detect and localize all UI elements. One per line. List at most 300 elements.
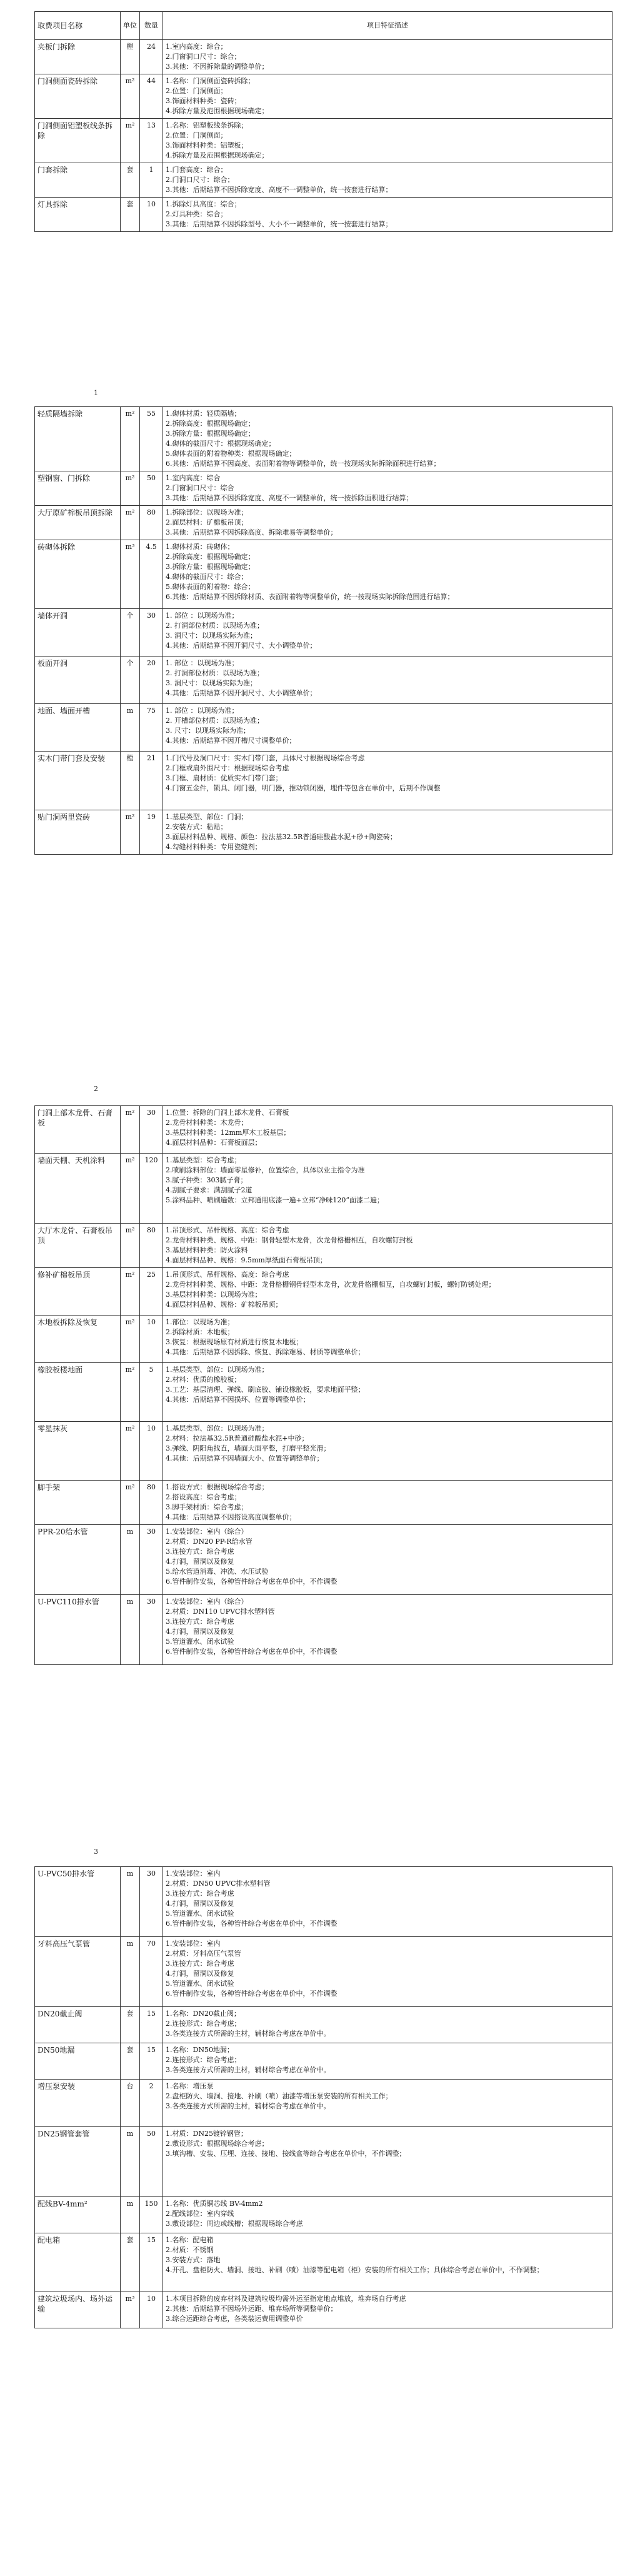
item-description (163, 1525, 612, 1595)
description-line: 4.其他：后期结算不因损坏、位置等调整单价； (166, 1396, 310, 1404)
item-quantity: 80 (140, 1481, 163, 1525)
description-line: 3.连接方式：综合考虑 (166, 1618, 234, 1626)
table-row (35, 407, 612, 471)
item-name: 脚手架 (35, 1481, 121, 1525)
description-line: 4.其他：后期结算不因搭设高度调整单价； (166, 1513, 296, 1521)
description-line: 5.涂料品种、喷刷遍数：立邦通用底漆一遍+立邦“净味120”面漆二遍； (166, 1196, 384, 1204)
description-line: 2.材质：DN20 PP-R给水管 (166, 1537, 252, 1546)
description-line: 1.砌体材质：轻质隔墙； (166, 410, 241, 418)
description-line: 3.其他：后期结算不因拆除宽度、高度不一调整单价，统一按拆除面积进行结算； (166, 494, 413, 502)
description-line: 1.安装部位：室内 (166, 1940, 221, 1948)
item-name: 修补矿棉板吊顶 (35, 1268, 121, 1316)
item-name: 灯具拆除 (35, 198, 121, 232)
description-line: 1. 部位 ：以现场为准； (166, 659, 239, 667)
description-line: 1.安装部位：室内 (166, 1869, 221, 1878)
description-line: 2.材质：不锈钢 (166, 2246, 214, 2254)
item-quantity: 50 (140, 471, 163, 506)
description-line: 2. 开槽部位材质：以现场为准； (166, 717, 264, 725)
table-row (35, 810, 612, 855)
description-line: 3.饰面材料种类：瓷砖； (166, 97, 241, 105)
description-line: 5.给水管道消毒、冲洗、水压试验 (166, 1567, 269, 1576)
item-description (163, 2007, 612, 2043)
description-line: 2.盘柜防火、墙洞、接地、补刷（喷）油漆等增压泵安装的所有相关工作； (166, 2092, 392, 2100)
item-quantity: 19 (140, 810, 163, 855)
item-unit: 樘 (121, 40, 140, 74)
description-line: 2.灯具种类：综合； (166, 210, 228, 218)
item-unit: m (121, 704, 140, 752)
item-quantity: 120 (140, 1154, 163, 1224)
item-name: 实木门带门套及安装 (35, 752, 121, 810)
item-unit: 套 (121, 2043, 140, 2080)
item-unit: m³ (121, 540, 140, 609)
description-line: 1.名称：配电箱 (166, 2236, 214, 2244)
item-unit: m² (121, 1106, 140, 1154)
description-line: 3.连接方式：综合考虑 (166, 1960, 234, 1968)
item-unit: 樘 (121, 752, 140, 810)
description-line: 6.其他：后期结算不因高度、表面附着物等调整单价，统一按现场实际拆除面积进行结算； (166, 460, 441, 468)
table-row (35, 471, 612, 506)
description-line: 1.吊顶形式、吊杆规格、高度：综合考虑 (166, 1270, 289, 1279)
description-line: 3.基层材料种类：防火涂料 (166, 1246, 248, 1254)
item-name: 门洞上部木龙骨、石膏板 (35, 1106, 121, 1154)
item-name: 墙面天棚、天机涂料 (35, 1154, 121, 1224)
page-mark-2: 2 (94, 1085, 98, 1093)
description-line: 3.连接方式：综合考虑 (166, 1547, 234, 1556)
item-unit: m² (121, 1268, 140, 1316)
item-quantity: 25 (140, 1268, 163, 1316)
table-row (35, 119, 612, 163)
item-quantity: 70 (140, 1937, 163, 2007)
description-line: 2.龙骨材料种类：木龙骨； (166, 1119, 248, 1127)
description-line: 2.材质：DN50 UPVC排水塑料管 (166, 1879, 271, 1888)
description-line: 4.拆除方量及范围根据现场确定； (166, 151, 269, 159)
item-name: 零星抹灰 (35, 1422, 121, 1481)
description-line: 1.室内高度：综合 (166, 474, 221, 482)
description-line: 2.材料：优质的橡胶板； (166, 1376, 241, 1384)
description-line: 1.名称：DN50地漏； (166, 2046, 234, 2054)
description-line: 2.门洞口尺寸：综合； (166, 176, 234, 184)
item-quantity: 55 (140, 407, 163, 471)
table-row (35, 1154, 612, 1224)
table-row (35, 2007, 612, 2043)
description-line: 4.门窗五金件，锁具、闭门器，明门器，推动锁闭器，埋件等包含在单价中，后期不作调整 (166, 784, 441, 792)
item-description (163, 752, 612, 810)
item-name: 门套拆除 (35, 163, 121, 198)
description-line: 2.安装方式：粘贴； (166, 823, 228, 831)
table-row (35, 609, 612, 657)
quote-table-2 (34, 406, 612, 855)
section-1 (34, 11, 612, 232)
item-name: 增压泵安装 (35, 2080, 121, 2127)
item-description (163, 74, 612, 119)
item-quantity: 24 (140, 40, 163, 74)
description-line: 1.名称：铝塑板线条拆除； (166, 121, 248, 129)
item-unit: m (121, 1525, 140, 1595)
table-row (35, 1363, 612, 1422)
description-line: 3.拆除方量：根据现场确定； (166, 563, 255, 571)
item-description (163, 1106, 612, 1154)
item-description (163, 163, 612, 198)
item-unit: m² (121, 1363, 140, 1422)
quote-table-4 (34, 1866, 612, 2328)
item-quantity: 44 (140, 74, 163, 119)
item-unit: m² (121, 74, 140, 119)
item-unit: m² (121, 119, 140, 163)
item-quantity: 30 (140, 1525, 163, 1595)
item-description (163, 2127, 612, 2197)
item-name: 配电箱 (35, 2233, 121, 2292)
header-desc: 项目特征描述 (163, 12, 612, 40)
description-line: 1.名称：门洞侧面瓷砖拆除； (166, 77, 255, 85)
item-unit: m² (121, 506, 140, 540)
description-line: 2.拆除材质：木地板； (166, 1328, 234, 1336)
description-line: 6.管件制作安装，各种管件综合考虑在单价中，不作调整 (166, 1919, 338, 1928)
description-line: 3. 洞尺寸：以现场实际为准； (166, 631, 257, 640)
description-line: 4.砌体的截面尺寸：综合； (166, 573, 248, 581)
table-row (35, 704, 612, 752)
table-row (35, 2233, 612, 2292)
description-line: 2.拆除高度：根据现场确定； (166, 420, 255, 428)
item-unit: m² (121, 1422, 140, 1481)
description-line: 1.门代号及洞口尺寸：实木门带门套，具体尺寸根据现场综合考虑 (166, 754, 365, 762)
description-line: 2.连接形式：综合考虑； (166, 2020, 241, 2028)
item-name: 大厅原矿棉板吊顶拆除 (35, 506, 121, 540)
table-row (35, 1422, 612, 1481)
description-line: 1.基层类型、部位：门洞； (166, 813, 248, 821)
table-row (35, 1106, 612, 1154)
description-line: 4.打洞，留洞以及修复 (166, 1557, 234, 1566)
item-quantity: 13 (140, 119, 163, 163)
item-unit: 套 (121, 163, 140, 198)
description-line: 2.位置：门洞侧面； (166, 131, 228, 139)
description-line: 4.打洞，留洞以及修复 (166, 1899, 234, 1908)
description-line: 3.恢复：根据现场原有材质进行恢复木地板； (166, 1338, 303, 1346)
quote-table-1 (34, 11, 612, 232)
description-line: 2.材质：牙料高压气泵管 (166, 1950, 241, 1958)
item-unit: m² (121, 1154, 140, 1224)
description-line: 4.开孔、盘柜防火、墙洞、接地、补刷（喷）油漆等配电箱（柜）安装的所有相关工作；具体综合考虑在单价中，不作调整； (166, 2266, 544, 2274)
description-line: 5.管道灌水、闭水试验 (166, 1638, 234, 1646)
description-line: 6.其他：后期结算不因拆除材质、表面附着物等调整单价，统一按现场实际拆除范围进行结算； (166, 593, 454, 601)
description-line: 5.砌体表面的附着物：综合； (166, 583, 255, 591)
page-mark-3: 3 (94, 1848, 98, 1856)
description-line: 3.综合运距综合考虑，各类装运费用调整单价 (166, 2315, 303, 2323)
table-row (35, 1224, 612, 1268)
description-line: 2.其他：后期结算不因场外运距、堆弃场所等调整单价； (166, 2305, 338, 2313)
item-quantity: 4.5 (140, 540, 163, 609)
description-line: 1.砌体材质：砖砌体； (166, 543, 234, 551)
item-quantity: 30 (140, 1595, 163, 1665)
item-quantity: 5 (140, 1363, 163, 1422)
description-line: 4.其他：后期结算不因墙面大小、位置等调整单价； (166, 1454, 324, 1462)
section-body (35, 1106, 612, 1665)
item-quantity: 10 (140, 2292, 163, 2328)
description-line: 3.安装方式：落地 (166, 2256, 221, 2264)
item-quantity: 50 (140, 2127, 163, 2197)
description-line: 1.部位：以现场为准； (166, 1318, 234, 1326)
description-line: 2. 打洞部位材质：以现场为准； (166, 669, 264, 677)
item-quantity: 10 (140, 198, 163, 232)
item-unit: m² (121, 471, 140, 506)
item-quantity: 15 (140, 2233, 163, 2292)
item-name: 牙料高压气泵管 (35, 1937, 121, 2007)
description-line: 1.安装部位：室内（综合） (166, 1527, 248, 1536)
table-row (35, 657, 612, 704)
description-line: 1.拆除部位：以现场为准； (166, 508, 248, 516)
table-row (35, 163, 612, 198)
description-line: 4.其他：后期结算不因开槽尺寸调整单价； (166, 737, 296, 745)
description-line: 5.砌体表面的附着物种类：根据现场确定； (166, 450, 296, 458)
table-row (35, 2292, 612, 2328)
description-line: 3.面层材料品种、规格、颜色：拉法基32.5R普通硅酸盐水泥+砂+陶瓷砖； (166, 833, 397, 841)
table-row (35, 2197, 612, 2233)
section-body (35, 407, 612, 855)
description-line: 3.基层材料种类：以现场为准； (166, 1291, 262, 1299)
item-description (163, 2080, 612, 2127)
description-line: 2.配线部位：室内穿线 (166, 2210, 234, 2218)
table-row (35, 752, 612, 810)
description-line: 3.敷设部位：周边或线槽；根据现场综合考虑 (166, 2220, 303, 2228)
description-line: 4.拆除方量及范围根据现场确定； (166, 107, 269, 115)
description-line: 1. 部位 ：以现场为准； (166, 707, 239, 715)
description-line: 1.门套高度：综合； (166, 166, 228, 174)
description-line: 2.面层材料：矿棉板吊顶； (166, 518, 248, 526)
item-quantity: 30 (140, 609, 163, 657)
header-qty: 数量 (140, 12, 163, 40)
description-line: 2.位置：门洞侧面； (166, 87, 228, 95)
description-line: 4.其他：后期结算不因开洞尺寸、大小调整单价； (166, 641, 317, 650)
table-row (35, 540, 612, 609)
description-line: 5.管道灌水、闭水试验 (166, 1980, 234, 1988)
item-unit: 台 (121, 2080, 140, 2127)
item-name: 配线BV-4mm² (35, 2197, 121, 2233)
item-name: 地面、墙面开槽 (35, 704, 121, 752)
item-unit: m² (121, 1316, 140, 1363)
item-name: 大厅木龙骨、石膏板吊顶 (35, 1224, 121, 1268)
item-quantity: 15 (140, 2043, 163, 2080)
description-line: 3.连接方式：综合考虑 (166, 1889, 234, 1898)
item-description (163, 40, 612, 74)
description-line: 2.敷设形式：根据现场综合考虑； (166, 2140, 269, 2148)
item-description (163, 506, 612, 540)
item-unit: m (121, 2127, 140, 2197)
description-line: 2.喷刷涂料部位：墙面零星修补，位置综合，具体以业主指令为准 (166, 1166, 365, 1174)
item-name: 门洞侧面瓷砖拆除 (35, 74, 121, 119)
description-line: 3.其他：后期结算不因拆除宽度、高度不一调整单价，统一按套进行结算； (166, 186, 392, 194)
item-description (163, 198, 612, 232)
item-description (163, 2043, 612, 2080)
item-name: PPR-20给水管 (35, 1525, 121, 1595)
item-name: 夹板门拆除 (35, 40, 121, 74)
item-name: 墙体开洞 (35, 609, 121, 657)
description-line: 2.门窗洞口尺寸：综合； (166, 53, 241, 61)
item-quantity: 80 (140, 1224, 163, 1268)
description-line: 5.管道灌水、闭水试验 (166, 1909, 234, 1918)
item-unit: 套 (121, 198, 140, 232)
item-name: U-PVC50排水管 (35, 1867, 121, 1937)
description-line: 3.其他：后期结算不因拆除型号、大小不一调整单价，统一按套进行结算； (166, 220, 392, 228)
description-line: 3.弹线、阴阳角找直，墙面大面平整，打磨平整光滑； (166, 1444, 331, 1452)
item-name: DN25钢管套管 (35, 2127, 121, 2197)
item-unit: m² (121, 1481, 140, 1525)
item-description (163, 1867, 612, 1937)
item-name: 木地板拆除及恢复 (35, 1316, 121, 1363)
item-unit: 个 (121, 657, 140, 704)
item-unit: m (121, 1867, 140, 1937)
item-name: 砖砌体拆除 (35, 540, 121, 609)
description-line: 1.名称：DN20截止阀； (166, 2010, 241, 2018)
description-line: 2.龙骨材料种类、规格、中距：龙骨格栅钢骨轻型木龙骨，次龙骨格栅相互，自攻螺钉封板，螺钉防锈处理； (166, 1280, 496, 1289)
description-line: 1.名称：增压泵 (166, 2082, 214, 2090)
description-line: 1.吊顶形式、吊杆规格、高度：综合考虑 (166, 1226, 289, 1234)
quote-table-3 (34, 1105, 612, 1665)
page-mark-1: 1 (94, 389, 98, 397)
section-4 (34, 1866, 612, 2328)
description-line: 1.室内高度：综合； (166, 43, 228, 51)
table-row (35, 1481, 612, 1525)
item-unit: m (121, 2197, 140, 2233)
item-description (163, 1363, 612, 1422)
item-quantity: 21 (140, 752, 163, 810)
item-quantity: 30 (140, 1106, 163, 1154)
item-description (163, 471, 612, 506)
item-unit: 套 (121, 2233, 140, 2292)
description-line: 6.管件制作安装，各种管件综合考虑在单价中，不作调整 (166, 1648, 338, 1656)
item-name: 塑钢窗、门拆除 (35, 471, 121, 506)
item-description (163, 1422, 612, 1481)
table-row (35, 2080, 612, 2127)
description-line: 3.各类连接方式所需的主材，辅材综合考虑在单价中。 (166, 2066, 331, 2074)
description-line: 1.安装部位：室内（综合） (166, 1597, 248, 1606)
description-line: 3.拆除方量：根据现场确定； (166, 430, 255, 438)
description-line: 1.位置：拆除的门洞上部木龙骨、石膏板 (166, 1109, 289, 1117)
section-2 (34, 406, 612, 855)
item-name: U-PVC110排水管 (35, 1595, 121, 1665)
section-body (35, 40, 612, 232)
item-description (163, 657, 612, 704)
item-quantity: 80 (140, 506, 163, 540)
item-quantity: 2 (140, 2080, 163, 2127)
item-unit: m³ (121, 2292, 140, 2328)
item-unit: m (121, 1937, 140, 2007)
item-description (163, 1481, 612, 1525)
item-quantity: 30 (140, 1867, 163, 1937)
table-row (35, 1525, 612, 1595)
item-description (163, 2233, 612, 2292)
description-line: 4.打洞，留洞以及修复 (166, 1628, 234, 1636)
description-line: 2.材料：拉法基32.5R普通硅酸盐水泥+中砂； (166, 1434, 309, 1442)
table-row (35, 1867, 612, 1937)
item-description (163, 609, 612, 657)
description-line: 4.面层材料品种、规格：9.5mm厚纸面石膏板吊顶； (166, 1256, 327, 1264)
item-description (163, 119, 612, 163)
description-line: 3. 尺寸：以现场实际为准； (166, 727, 250, 735)
item-description (163, 704, 612, 752)
item-quantity: 1 (140, 163, 163, 198)
description-line: 1.基层类型、部位：以现场为准； (166, 1366, 269, 1374)
description-line: 3.腻子种类：303腻子膏； (166, 1176, 248, 1184)
section-body (35, 1867, 612, 2328)
item-description (163, 2292, 612, 2328)
description-line: 6.管件制作安装，各种管件综合考虑在单价中，不作调整 (166, 1577, 338, 1586)
description-line: 1.拆除灯具高度：综合； (166, 200, 241, 208)
description-line: 1.本项目拆除的废弃材料及建筑垃圾均需外运至指定地点堆放，堆弃场自行考虑 (166, 2295, 406, 2303)
item-quantity: 150 (140, 2197, 163, 2233)
description-line: 1.基层类型：综合考虑； (166, 1156, 241, 1164)
description-line: 3.其他：后期结算不因拆除高度、拆除难易等调整单价； (166, 528, 338, 536)
item-description (163, 1937, 612, 2007)
description-line: 2. 打洞部位材质：以现场为准； (166, 621, 264, 630)
table-row (35, 198, 612, 232)
table-row (35, 1937, 612, 2007)
table-row (35, 1268, 612, 1316)
item-unit: m (121, 1595, 140, 1665)
description-line: 2.门窗洞口尺寸：综合 (166, 484, 234, 492)
description-line: 1.基层类型、部位：以现场为准； (166, 1424, 269, 1432)
description-line: 4.砌体的截面尺寸：根据现场确定； (166, 440, 276, 448)
table-row (35, 40, 612, 74)
description-line: 3.脚手架材质：综合考虑； (166, 1503, 248, 1511)
item-quantity: 15 (140, 2007, 163, 2043)
item-unit: m² (121, 810, 140, 855)
table-row (35, 74, 612, 119)
item-unit: 套 (121, 2007, 140, 2043)
item-name: 橡胶板楼地面 (35, 1363, 121, 1422)
table-row (35, 1595, 612, 1665)
description-line: 4.其他：后期结算不因开洞尺寸、大小调整单价； (166, 689, 317, 697)
description-line: 3.各类连接方式所需的主材，辅材综合考虑在单价中。 (166, 2030, 331, 2038)
item-description (163, 1224, 612, 1268)
section-3 (34, 1105, 612, 1665)
item-quantity: 10 (140, 1422, 163, 1481)
description-line: 3.基层材料种类：12mm厚木工板基层； (166, 1129, 291, 1137)
item-name: 轻质隔墙拆除 (35, 407, 121, 471)
table-header (35, 12, 612, 40)
table-row (35, 506, 612, 540)
item-description (163, 1154, 612, 1224)
item-description (163, 407, 612, 471)
table-row (35, 1316, 612, 1363)
description-line: 4.其他：后期结算不因拆除、恢复、拆除难易、材质等调整单价； (166, 1348, 365, 1356)
description-line: 3.其他：不因拆除量的调整单价； (166, 63, 269, 71)
description-line: 2.拆除高度：根据现场确定； (166, 553, 255, 561)
description-line: 2.材质：DN110 UPVC排水塑料管 (166, 1607, 275, 1616)
item-name: 门洞侧面铝塑板线条拆除 (35, 119, 121, 163)
item-unit: m² (121, 407, 140, 471)
description-line: 4.刮腻子要求：满刮腻子2道 (166, 1186, 252, 1194)
description-line: 3.门框、扇材质：优质实木门带门套； (166, 774, 282, 782)
item-name: 建筑垃圾场内、场外运输 (35, 2292, 121, 2328)
description-line: 2.门框或扇外围尺寸：根据现场综合考虑 (166, 764, 289, 772)
description-line: 1.名称：优质铜芯线 BV-4mm2 (166, 2200, 263, 2208)
item-quantity: 10 (140, 1316, 163, 1363)
description-line: 4.打洞，留洞以及修复 (166, 1970, 234, 1978)
item-name: 板面开洞 (35, 657, 121, 704)
description-line: 2.龙骨材料种类、规格、中距：钢骨轻型木龙骨，次龙骨格栅相互，自攻螺钉封板 (166, 1236, 413, 1244)
item-unit: m² (121, 1224, 140, 1268)
description-line: 4.勾缝材料种类：专用瓷缝剂； (166, 843, 262, 851)
description-line: 3.饰面材料种类：铝塑板； (166, 141, 248, 149)
item-name: 贴门洞两里瓷砖 (35, 810, 121, 855)
item-description (163, 810, 612, 855)
item-description (163, 1595, 612, 1665)
item-unit: 个 (121, 609, 140, 657)
description-line: 2.搭设高度：综合考虑； (166, 1493, 241, 1501)
table-row (35, 2043, 612, 2080)
description-line: 4.面层材料品种：石膏板面层； (166, 1139, 262, 1147)
item-description (163, 1316, 612, 1363)
table-row (35, 2127, 612, 2197)
